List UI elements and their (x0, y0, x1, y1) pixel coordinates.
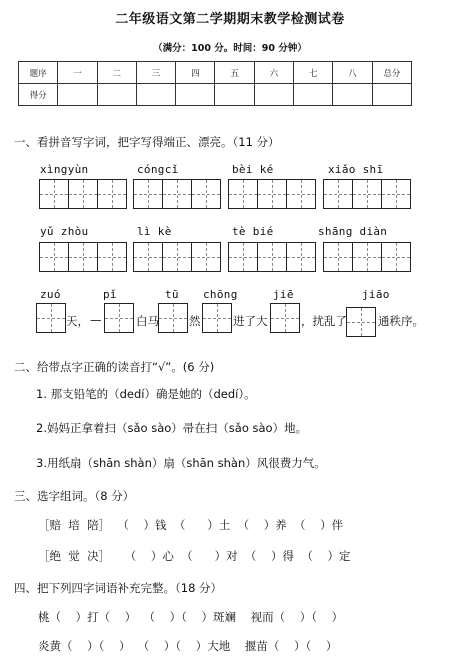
table-cell: 七 (294, 62, 333, 84)
score-table-score-row (19, 84, 412, 106)
table-cell: 题序 (19, 62, 58, 84)
score-input-cell[interactable] (372, 84, 411, 106)
writing-grid[interactable] (158, 303, 188, 333)
pinyin-label: yǔ zhòu (40, 225, 89, 238)
exam-title: 二年级语文第二学期期末教学检测试卷 (115, 12, 345, 27)
writing-grid[interactable] (323, 179, 411, 209)
exam-subtitle: （满分：100 分。时间：90 分钟） (153, 43, 307, 54)
writing-grid[interactable] (39, 179, 127, 209)
pinyin-label: jiē (273, 288, 294, 301)
table-cell: 八 (333, 62, 372, 84)
pinyin-label: lì kè (137, 225, 172, 238)
score-input-cell[interactable] (254, 84, 293, 106)
section2-heading: 二、给带点字正确的读音打“√”。(6 分) (14, 360, 215, 374)
pinyin-label: jiāo (362, 288, 390, 301)
score-input-cell[interactable] (136, 84, 175, 106)
pinyin-label: bèi ké (232, 163, 274, 176)
score-table-header-row (19, 62, 412, 84)
writing-grid[interactable] (346, 307, 376, 337)
score-input-cell[interactable] (97, 84, 136, 106)
sentence-text: 然 (189, 314, 201, 328)
table-cell: 四 (176, 62, 215, 84)
writing-grid[interactable] (202, 303, 232, 333)
question-item: 3.用纸扇（shān shàn）扇（shān shàn）风很费力气。 (36, 456, 326, 470)
pinyin-label: pǐ (103, 288, 117, 301)
sentence-text: 白马 (136, 314, 159, 328)
writing-grid[interactable] (270, 303, 300, 333)
writing-grid[interactable] (39, 242, 127, 272)
table-cell: 总分 (372, 62, 411, 84)
pinyin-label: chōng (203, 288, 238, 301)
idiom-row: 桃（ ）打（ ） （ ）（ ）斑斓 视而（ ）（ ） (38, 610, 344, 624)
pinyin-label: cóngcǐ (137, 163, 179, 176)
writing-grid[interactable] (36, 303, 66, 333)
score-input-cell[interactable] (176, 84, 215, 106)
question-item: 2.妈妈正拿着扫（sǎo sào）帚在扫（sǎo sào）地。 (36, 421, 308, 435)
sentence-text: 天， (66, 314, 89, 328)
sentence-text: ，扰乱了 (301, 314, 347, 328)
section3-heading: 三、选字组词。（8 分） (14, 489, 135, 503)
table-cell: 二 (97, 62, 136, 84)
word-choice-row: ［赔 培 陪］ （ ）钱 （ ）土 （ ）养 （ ）伴 (38, 518, 344, 532)
pinyin-label: shāng diàn (318, 225, 388, 238)
score-table (18, 61, 412, 106)
writing-grid[interactable] (104, 303, 134, 333)
word-choice-row: ［绝 觉 决］ （ ）心 （ ）对 （ ）得 （ ）定 (38, 549, 351, 563)
sentence-text: 通秩序。 (378, 314, 424, 328)
section4-heading: 四、把下列四字词语补充完整。（18 分） (14, 581, 223, 595)
pinyin-label: zuó (40, 288, 61, 301)
writing-grid[interactable] (323, 242, 411, 272)
writing-grid[interactable] (228, 179, 316, 209)
writing-grid[interactable] (228, 242, 316, 272)
writing-grid[interactable] (133, 179, 221, 209)
score-input-cell[interactable] (333, 84, 372, 106)
sentence-text: — (90, 313, 102, 327)
pinyin-label: xiǎo shī (328, 163, 384, 176)
table-cell: 五 (215, 62, 254, 84)
score-input-cell[interactable] (58, 84, 97, 106)
table-cell: 得分 (19, 84, 58, 106)
pinyin-label: xìngyùn (40, 163, 89, 176)
score-input-cell[interactable] (215, 84, 254, 106)
idiom-row: 炎黄（ ）（ ） （ ）（ ）大地 揠苗（ ）（ ） (38, 639, 338, 653)
table-cell: 六 (254, 62, 293, 84)
sentence-text: 进了大 (233, 314, 268, 328)
writing-grid[interactable] (133, 242, 221, 272)
question-item: 1. 那支铅笔的（dedí）确是她的（dedí）。 (36, 387, 256, 401)
pinyin-label: tè bié (232, 225, 274, 238)
section1-heading: 一、看拼音写字词，把字写得端正、漂亮。（11 分） (14, 135, 280, 149)
score-input-cell[interactable] (294, 84, 333, 106)
pinyin-label: tū (165, 288, 179, 301)
table-cell: 一 (58, 62, 97, 84)
table-cell: 三 (136, 62, 175, 84)
